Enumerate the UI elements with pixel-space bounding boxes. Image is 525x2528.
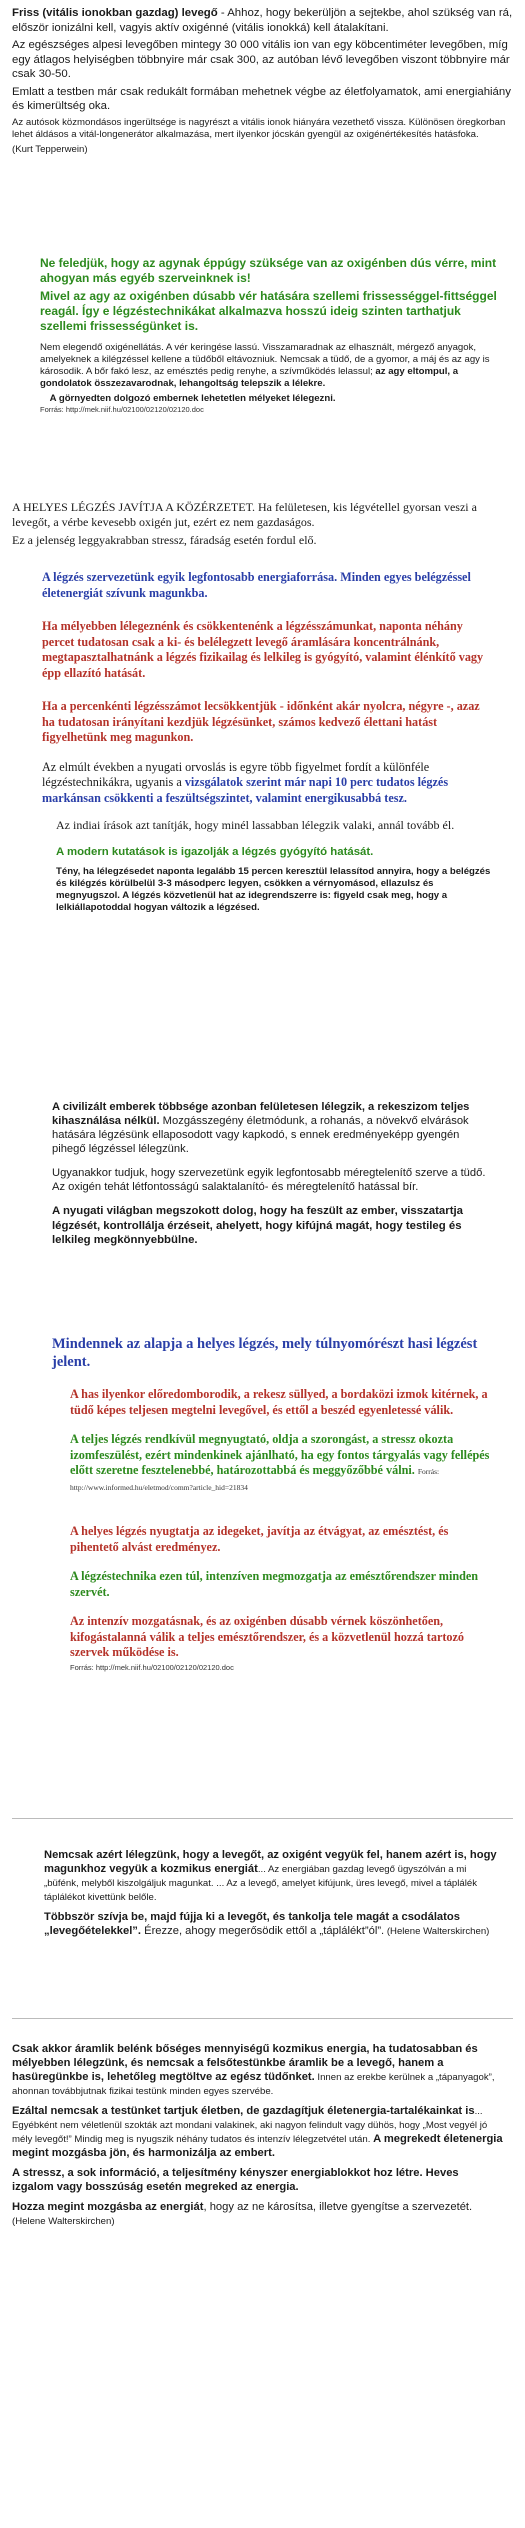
highlight-green: Ne feledjük, hogy az agynak éppúgy szüksége van az oxigénben dús vérre, mint ahogyan más egyéb szerveinknek is! bbox=[40, 256, 497, 285]
section-cosmic-energy bbox=[44, 1848, 501, 1941]
text-bold: Többször szívja be, majd fújja ki a levegőt, és tankolja tele magát a csodálatos „levegőételekkel”. bbox=[44, 1911, 460, 1937]
paragraph: Ugyanakkor tudjuk, hogy szervezetünk egyik legfontosabb méregtelenítő szerve a tüdő. Az oxigén tehát létfontosságú salaktalanító- és méregtelenítő hatással bír. bbox=[52, 1167, 486, 1193]
paragraph-bold: A stressz, a sok információ, a teljesítmény kényszer energiablokkot hoz létre. Heves izgalom vagy bosszúság esetén megreked az energia. bbox=[12, 2167, 459, 2193]
highlight-blue-large: Mindennek az alapja a helyes légzés, mely túlnyomórészt hasi légzést jelent. bbox=[52, 1336, 478, 1370]
source-link: Forrás: http://mek.niif.hu/02100/02120/02120.doc bbox=[70, 1662, 234, 1672]
divider bbox=[12, 1818, 513, 1819]
highlight-red: A has ilyenkor előredomborodik, a rekesz süllyed, a bordaközi izmok kitérnek, a tüdő képes teljesen megtelni levegővel, és ettől a beszéd egyenletessé válik. bbox=[70, 1387, 488, 1417]
text-bold: Csak akkor áramlik belénk bőséges mennyiségű kozmikus energia, ha tudatosabban és mélyebben lélegzünk, és nemcsak a felsőtestünkbe áramlik be a levegő, hanem a hasüregünkbe is, lehetőleg megtöltve az egész tüdőnket. bbox=[12, 2043, 478, 2083]
paragraph bbox=[44, 1910, 501, 1938]
paragraph-bold: A nyugati világban megszokott dolog, hogy ha feszült az ember, visszatartja légzését, kontrollálja érzéseit, ahelyett, hogy kifújná magát, hogy testileg és lelkileg megkönnyebbülne. bbox=[52, 1205, 463, 1246]
paragraph: Az egészséges alpesi levegőben mintegy 30 000 vitális ion van egy köbcentiméter levegőben, míg egy átlagos helyiségben többnyire már csak 300, az autóban lévő levegőben viszont többnyire már csak 30-50. bbox=[12, 39, 510, 80]
paragraph bbox=[42, 760, 493, 807]
text: Az elmúlt években a nyugati orvoslás is egyre több figyelmet fordít a különféle légzéstechnikákra, ugyanis a bbox=[42, 759, 430, 789]
paragraph bbox=[52, 1100, 491, 1156]
highlight-red: Ha a percenkénti légzésszámot lecsökkentjük - időnként akár nyolcra, négyre -, azaz ha tudatosan irányítani kezdjük légzésünket, számos kedvező élettani hatást figyelhetünk meg magunkon. bbox=[42, 699, 480, 744]
paragraph bbox=[40, 342, 499, 390]
paragraph: Ez a jelenség leggyakrabban stressz, fáradság esetén fordul elő. bbox=[12, 533, 317, 547]
paragraph bbox=[44, 1848, 501, 1904]
highlight-green: A modern kutatások is igazolják a légzés gyógyító hatását. bbox=[56, 846, 374, 858]
text-bold: Ezáltal nemcsak a testünket tartjuk életben, de gazdagítjuk életenergia-tartalékainkat is bbox=[12, 2105, 475, 2117]
author: (Helene Walterskirchen) bbox=[384, 1926, 490, 1937]
text-bold: Hozza megint mozgásba az energiát bbox=[12, 2201, 204, 2213]
paragraph: Emlatt a testben már csak redukált formában mehetnek végbe az életfolyamatok, ami energiahiány és kimerültség oka. bbox=[12, 85, 511, 112]
paragraph-bold: Tény, ha lélegzésedet naponta legalább 15 percen keresztül lelassítod annyira, hogy a belégzés és kilégzés körülbelül 3-3 másodperc legyen, csökken a vérnyomásod, ellazulsz és megnyugszol. A légzés közvetlenül hat az idegrendszerre is: figyeld csak meg, hogy a lelkiállapotoddal hogyan változik a légzésed. bbox=[56, 865, 491, 913]
divider bbox=[12, 2018, 513, 2019]
highlight-red: A helyes légzés nyugtatja az idegeket, javítja az étvágyat, az emésztést, és pihentető alvást eredményez. bbox=[70, 1524, 449, 1554]
text: Innen az erekbe kerülnek a „tápanyagok”, ahonnan továbbjutnak fizikai testünk minden egyes szervébe. bbox=[12, 2072, 495, 2097]
source-link: Forrás: http://www.informed.hu/eletmod/comm?article_hid=21834 bbox=[70, 1467, 440, 1492]
heading-fresh-air: Friss (vitális ionokban gazdag) levegő bbox=[12, 7, 218, 19]
author: (Helene Walterskirchen) bbox=[12, 2216, 115, 2227]
paragraph: Az autósok közmondásos ingerültsége is nagyrészt a vitális ionok hiányára vezethető vissza. Különösen öregkorban lehet áldásos a vitál-longenerátor alkalmazása, mert ilyenkor jócskán gyengül az oxigénértékesítés hatásfoka. bbox=[12, 116, 506, 140]
caps-heading: A HELYES LÉGZÉS JAVÍTJA A KÖZÉRZETET. bbox=[12, 500, 256, 514]
text: A teljes légzés rendkívül megnyugtató, oldja a szorongást, a stressz okozta izomfeszülést, ezért mindenkinek ajánlható, ha egy fontos tárgyalás vagy fellépés előtt szeretne fesztelenebbé, határozottabbá és meggyőzőbbé válni. bbox=[70, 1432, 490, 1477]
highlight-red: Az intenzív mozgatásnak, és az oxigénben dúsabb vérnek köszönhetően, kifogástalanná válik a teljes emésztőrendszer, és a közvetlenül hozzá tartozó szervek működése is. bbox=[70, 1614, 465, 1659]
paragraph bbox=[12, 500, 513, 530]
highlight-blue: vizsgálatok szerint már napi 10 perc tudatos légzés markánsan csökkenti a feszültségszintet, valamint energikusabbá tesz. bbox=[42, 775, 449, 805]
paragraph bbox=[12, 2042, 503, 2098]
paragraph bbox=[12, 2200, 503, 2228]
highlight-green: Mivel az agy az oxigénben dúsabb vér hatására szellemi frissességgel-fittséggel reagál. Így e légzéstechnikákat alkalmazva hosszú ideig szinten tarthatjuk szellemi frissességünket is. bbox=[40, 289, 497, 333]
section-correct-breathing bbox=[52, 1335, 497, 1676]
paragraph: Az indiai írások azt tanítják, hogy minél lassabban lélegzik valaki, annál tovább él. bbox=[56, 818, 455, 832]
section-brain-oxygen bbox=[40, 256, 499, 418]
paragraph bbox=[12, 2104, 503, 2160]
highlight-blue: A légzés szervezetünk egyik legfontosabb energiaforrása. Minden egyes belégzéssel életenergiát szívunk magunkba. bbox=[42, 570, 471, 600]
highlight-green: A légzéstechnika ezen túl, intenzíven megmozgatja az emésztőrendszer minden szervét. bbox=[70, 1569, 479, 1599]
source-link: Forrás: http://mek.niif.hu/02100/02120/02120.doc bbox=[40, 405, 204, 414]
text: - Ahhoz, hogy bekerüljön a sejtekbe, ahol szükség van rá, először ionizálni kell, vagyis aktív oxigénné (vitális ionokká) kell átalakítani. bbox=[12, 7, 513, 34]
text: Érezze, ahogy megerősödik ettől a „táplálékt”ól”. bbox=[141, 1925, 385, 1937]
text: ... Az energiában gazdag levegő ügyszólván a mi „büfénk, melyből kiszolgáljuk magunkat. ... Az a levegő, amelyet kifújunk, üres levegő, mivel a táplálék táplálékot kivettünk belőle. bbox=[44, 1864, 478, 1903]
section-civilized bbox=[52, 1100, 491, 1251]
text: Ha felületesen, kis légvétellel gyorsan veszi a levegőt, a vérbe kevesebb oxigén jut, ezért ez nem gazdaságos. bbox=[12, 500, 477, 529]
text-bold: A megrekedt életenergia megint mozgásba jön, és harmonizálja az embert. bbox=[12, 2133, 503, 2159]
text-bold: Nemcsak azért lélegzünk, hogy a levegőt, az oxigént vegyük fel, hanem azért is, hogy magunkhoz vegyük a kozmikus energiát bbox=[44, 1849, 497, 1875]
highlight-green bbox=[70, 1432, 497, 1494]
text: Nem elegendő oxigénellátás. A vér keringése lassú. Visszamaradnak az elhasznált, mérgező anyagok, amelyeknek a kilégzéssel kellene a tüdőből eltávozniuk. Nemcsak a tüdő, de a gyomor, a máj és az agy is károsodik. A bőr fakó lesz, az emésztés pedig renyhe, a szívműködés lelassul; bbox=[40, 342, 490, 377]
paragraph bbox=[40, 393, 499, 405]
section-breathing-effects bbox=[42, 570, 493, 917]
section-breathing bbox=[12, 500, 513, 551]
author: (Kurt Tepperwein) bbox=[12, 143, 88, 155]
text: ... Egyébként nem véletlenül szokták azt mondani valakinek, aki nagyon felindult vagy dühös, hogy „Most vegyél jó mély levegőt!” Mindig meg is nyugszik néhány tudatos és intenzív lélegzetvétel után. bbox=[12, 2106, 488, 2145]
section-deep-breathing bbox=[12, 2042, 503, 2231]
text: , hogy az ne károsítsa, illetve gyengítse a szervezetét. bbox=[203, 2201, 473, 2213]
text-bold: A civilizált emberek többsége azonban felületesen lélegzik, a rekeszizom teljes kihasználása nélkül. bbox=[52, 1101, 470, 1127]
text-bold: az agy eltompul, a gondolatok összezavarodnak, lehangoltság telepszik a lélekre. bbox=[40, 366, 459, 389]
text-bold: A görnyedten dolgozó embernek lehetetlen mélyeket lélegezni. bbox=[49, 393, 336, 404]
paragraph bbox=[12, 6, 513, 35]
section-ion-air bbox=[12, 6, 513, 159]
highlight-red: Ha mélyebben lélegeznénk és csökkentenénk a légzésszámunkat, naponta néhány percet tudatosan csak a ki- és belélegzett levegő áramlására koncentrálnánk, megtapasztalhatnánk a légzés fizikailag és lelkileg is gyógyító, valamint élénkítő vagy épp ellazító hatását. bbox=[42, 619, 484, 680]
text: Mozgásszegény életmódunk, a rohanás, a növekvő elvárások hatására légzésünk ellaposodott vagy kapkodó, s ennek eredményeképp gyengén pihegő légzéssel lélegzünk. bbox=[52, 1115, 469, 1155]
